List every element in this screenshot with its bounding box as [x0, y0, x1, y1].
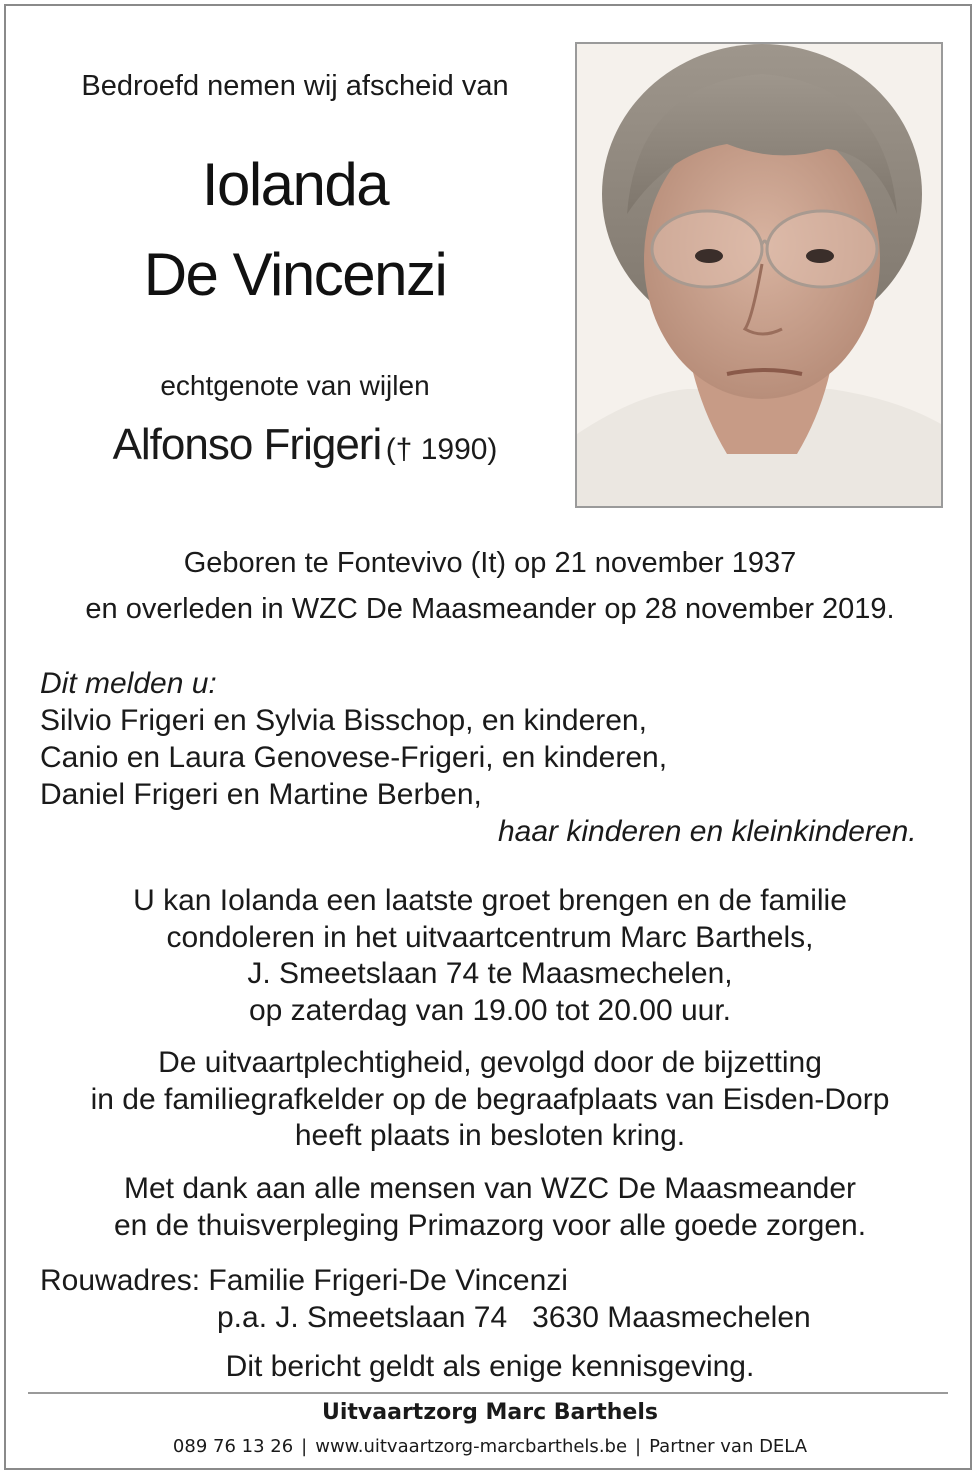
footer-website[interactable]: www.uitvaartzorg-marcbarthels.be [315, 1436, 628, 1457]
footer-contact: 089 76 13 26 | www.uitvaartzorg-marcbarthels.be | Partner van DELA [172, 1436, 808, 1457]
portrait-photo [575, 42, 943, 508]
spouse-death-year: († 1990) [385, 433, 498, 466]
thanks-paragraph [0, 1171, 980, 1244]
portrait-illustration [577, 44, 941, 506]
deceased-last-name: De Vincenzi [143, 241, 447, 308]
visitation-line: op zaterdag van 19.00 tot 20.00 uur. [248, 993, 732, 1027]
ceremony-paragraph [0, 1045, 980, 1155]
spouse-label: echtgenote van wijlen [160, 370, 430, 401]
family-line: Canio en Laura Genovese-Frigeri, en kinderen, [40, 741, 668, 774]
footer-partner: Partner van DELA [649, 1436, 808, 1457]
thanks-line: Met dank aan alle mensen van WZC De Maasmeander [123, 1172, 856, 1205]
visitation-line: J. Smeetslaan 74 te Maasmechelen, [247, 957, 733, 990]
life-dates [0, 540, 980, 632]
intro-text: Bedroefd nemen wij afscheid van [81, 70, 509, 102]
family-line: Daniel Frigeri en Martine Berben, [40, 778, 482, 811]
visitation-line: condoleren in het uitvaartcentrum Marc Barthels, [166, 920, 814, 954]
family-announcement [40, 665, 917, 850]
visitation-paragraph [0, 883, 980, 1029]
funeral-company-name: Uitvaartzorg Marc Barthels [322, 1400, 658, 1425]
footer-divider [28, 1392, 948, 1394]
spouse-line [20, 420, 590, 470]
ceremony-line: heeft plaats in besloten kring. [294, 1119, 686, 1152]
announcement-closing: haar kinderen en kleinkinderen. [498, 815, 917, 848]
visitation-line: U kan Iolanda een laatste groet brengen en de familie [133, 884, 847, 917]
address-line-2: p.a. J. Smeetslaan 74 3630 Maasmechelen [217, 1301, 811, 1334]
announcement-heading: Dit melden u: [40, 667, 217, 700]
notice-text: Dit bericht geldt als enige kennisgeving. [225, 1350, 755, 1383]
family-line: Silvio Frigeri en Sylvia Bisschop, en kinderen, [40, 704, 647, 737]
address-line-1: Rouwadres: Familie Frigeri-De Vincenzi [40, 1264, 568, 1297]
deceased-first-name: Iolanda [201, 151, 389, 218]
death-line: en overleden in WZC De Maasmeander op 28 november 2019. [85, 593, 895, 625]
spouse-name: Alfonso Frigeri [112, 420, 382, 469]
birth-line: Geboren te Fontevivo (It) op 21 november 1937 [183, 547, 797, 579]
mourning-address [40, 1262, 811, 1336]
thanks-line: en de thuisverpleging Primazorg voor alle goede zorgen. [113, 1208, 867, 1242]
ceremony-line: in de familiegrafkelder op de begraafplaats van Eisden-Dorp [90, 1082, 890, 1116]
footer-phone: 089 76 13 26 [172, 1436, 294, 1457]
ceremony-line: De uitvaartplechtigheid, gevolgd door de bijzetting [158, 1046, 822, 1079]
